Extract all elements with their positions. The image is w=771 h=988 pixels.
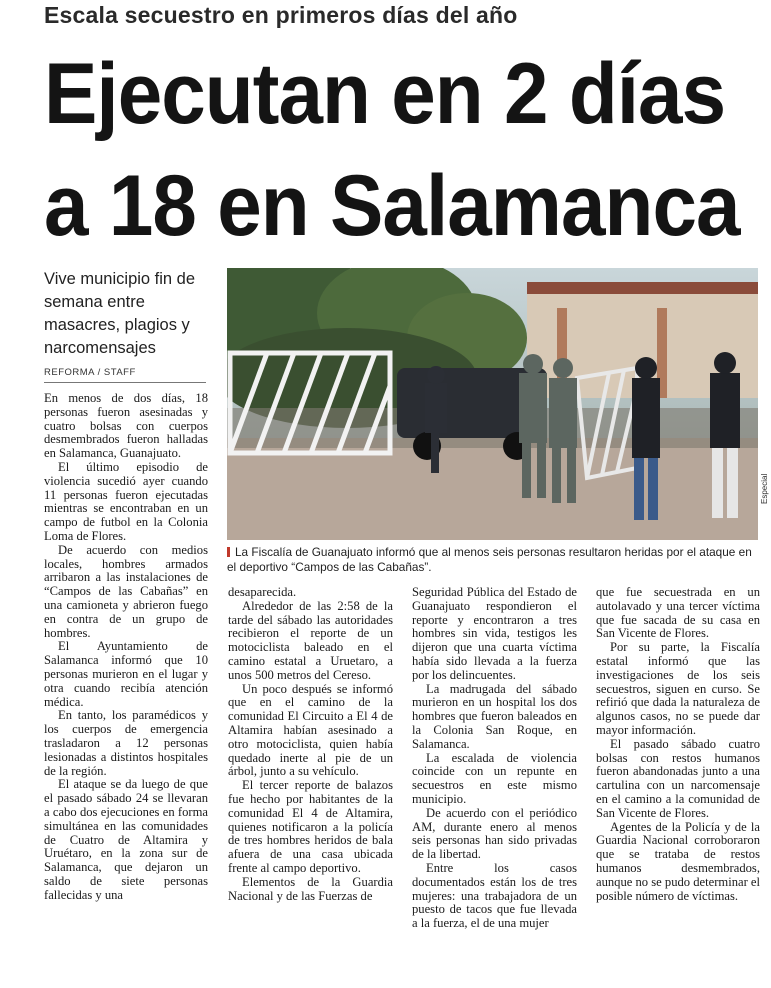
- paragraph: La madrugada del sábado murieron en un hospital los dos hombres que fueron baleados en la Colonia San Roque, en Salamanca.: [412, 681, 577, 751]
- photo-credit: Especial: [760, 473, 769, 504]
- caption-marker: [227, 547, 230, 557]
- byline-credit: REFORMA / STAFF: [44, 367, 206, 383]
- paragraph: que fue secuestrada en un autolavado y una tercer víctima que fue sacada de su casa en San Vicente de Flores.: [596, 585, 760, 641]
- paragraph: El último episodio de violencia sucedió ayer cuando 11 personas fueron ejecutadas mientras se encontraban en un campo de futbol en la Colonia Loma de Flores.: [44, 459, 208, 543]
- paragraph: desaparecida.: [228, 585, 297, 599]
- photo-caption: [227, 545, 762, 575]
- article-column-2: [228, 586, 393, 903]
- article-column-4: [596, 586, 760, 903]
- paragraph: De acuerdo con medios locales, hombres armados arribaron a las instalaciones de “Campos de las Cabañas” en una camioneta y abrieron fuego en contra de un grupo de hombres.: [44, 542, 208, 640]
- article-column-3: [412, 586, 577, 931]
- paragraph: De acuerdo con el periódico AM, durante enero al menos seis personas han sido privadas de la libertad.: [412, 805, 577, 862]
- paragraph: La escalada de violencia coincide con un repunte en secuestros en este mismo municipio.: [412, 750, 577, 806]
- paragraph: Un poco después se informó que en el camino de la comunidad El Circuito a El 4 de Altamira habían asesinado a otro motociclista, quien había quedado inerte al pie de un árbol, junto a su vehículo.: [228, 681, 393, 779]
- paragraph: Agentes de la Policía y de la Guardia Nacional corroboraron que se trataba de restos humanos desmembrados, aunque no se pudo determinar el posible número de víctimas.: [596, 819, 761, 903]
- paragraph: El ataque se da luego de que el pasado sábado 24 se llevaran a cabo dos ejecuciones en forma simultánea en las comunidades de Cuatro de Altamira y Uruétaro, en la zona sur de Salamanca, que dejaron un saldo de siete personas fallecidas y una: [44, 777, 208, 902]
- paragraph: Alrededor de las 2:58 de la tarde del sábado las autoridades recibieron el reporte de un motociclista baleado en el camino estatal a Uruetaro, a unos 500 metros del Cereso.: [228, 598, 393, 682]
- headline-line-1: Ejecutan en 2 días: [44, 46, 726, 142]
- headline-line-2: a 18 en Salamanca: [44, 158, 740, 254]
- paragraph: En menos de dos días, 18 personas fueron asesinadas y cuatro bolsas con cuerpos desmembrados fueron halladas en Salamanca, Guanajuato.: [44, 391, 208, 461]
- paragraph: Por su parte, la Fiscalía estatal informó que las investigaciones de los seis secuestros, siguen en curso. Se refirió que dada la naturaleza de algunos casos, no se puede dar mayor información.: [596, 640, 760, 737]
- paragraph: El Ayuntamiento de Salamanca informó que 10 personas murieron en el lugar y otra cuando recibía atención médica.: [44, 639, 208, 709]
- paragraph: Elementos de la Guardia Nacional y de las Fuerzas de: [228, 874, 393, 903]
- news-photo: [227, 268, 758, 540]
- paragraph: El tercer reporte de balazos fue hecho por habitantes de la comunidad El 4 de Altamira, quienes notificaron a la policía de tres hombres heridos de bala afuera de una casa ubicada frente al campo deportivo.: [228, 778, 393, 875]
- photo-illustration: [227, 268, 758, 540]
- kicker: Escala secuestro en primeros días del año: [44, 2, 518, 28]
- subhead: Vive municipio fin de semana entre masacres, plagios y narcomensajes: [44, 270, 196, 357]
- paragraph: En tanto, los paramédicos y los cuerpos de emergencia trasladaron a 12 personas lesionadas a distintos hospitales de la región.: [44, 708, 208, 778]
- article-column-1: [44, 392, 208, 902]
- paragraph: El pasado sábado cuatro bolsas con restos humanos fueron abandonadas junto a una cartulina con un narcomensaje en el camino a la comunidad de San Vicente de Flores.: [596, 736, 760, 820]
- paragraph: Seguridad Pública del Estado de Guanajuato respondieron el reporte y encontraron a tres hombres sin vida, testigos les dijeron que una cuarta víctima había sido llevada a la fuerza por los delincuentes.: [412, 585, 577, 682]
- paragraph: Entre los casos documentados están los de tres mujeres: una trabajadora de un puesto de tacos que fue llevada a la fuerza, el de una mujer: [412, 860, 577, 931]
- caption-text: La Fiscalía de Guanajuato informó que al menos seis personas resultaron heridas por el ataque en el deportivo “Campos de las Cabañas”.: [227, 545, 752, 574]
